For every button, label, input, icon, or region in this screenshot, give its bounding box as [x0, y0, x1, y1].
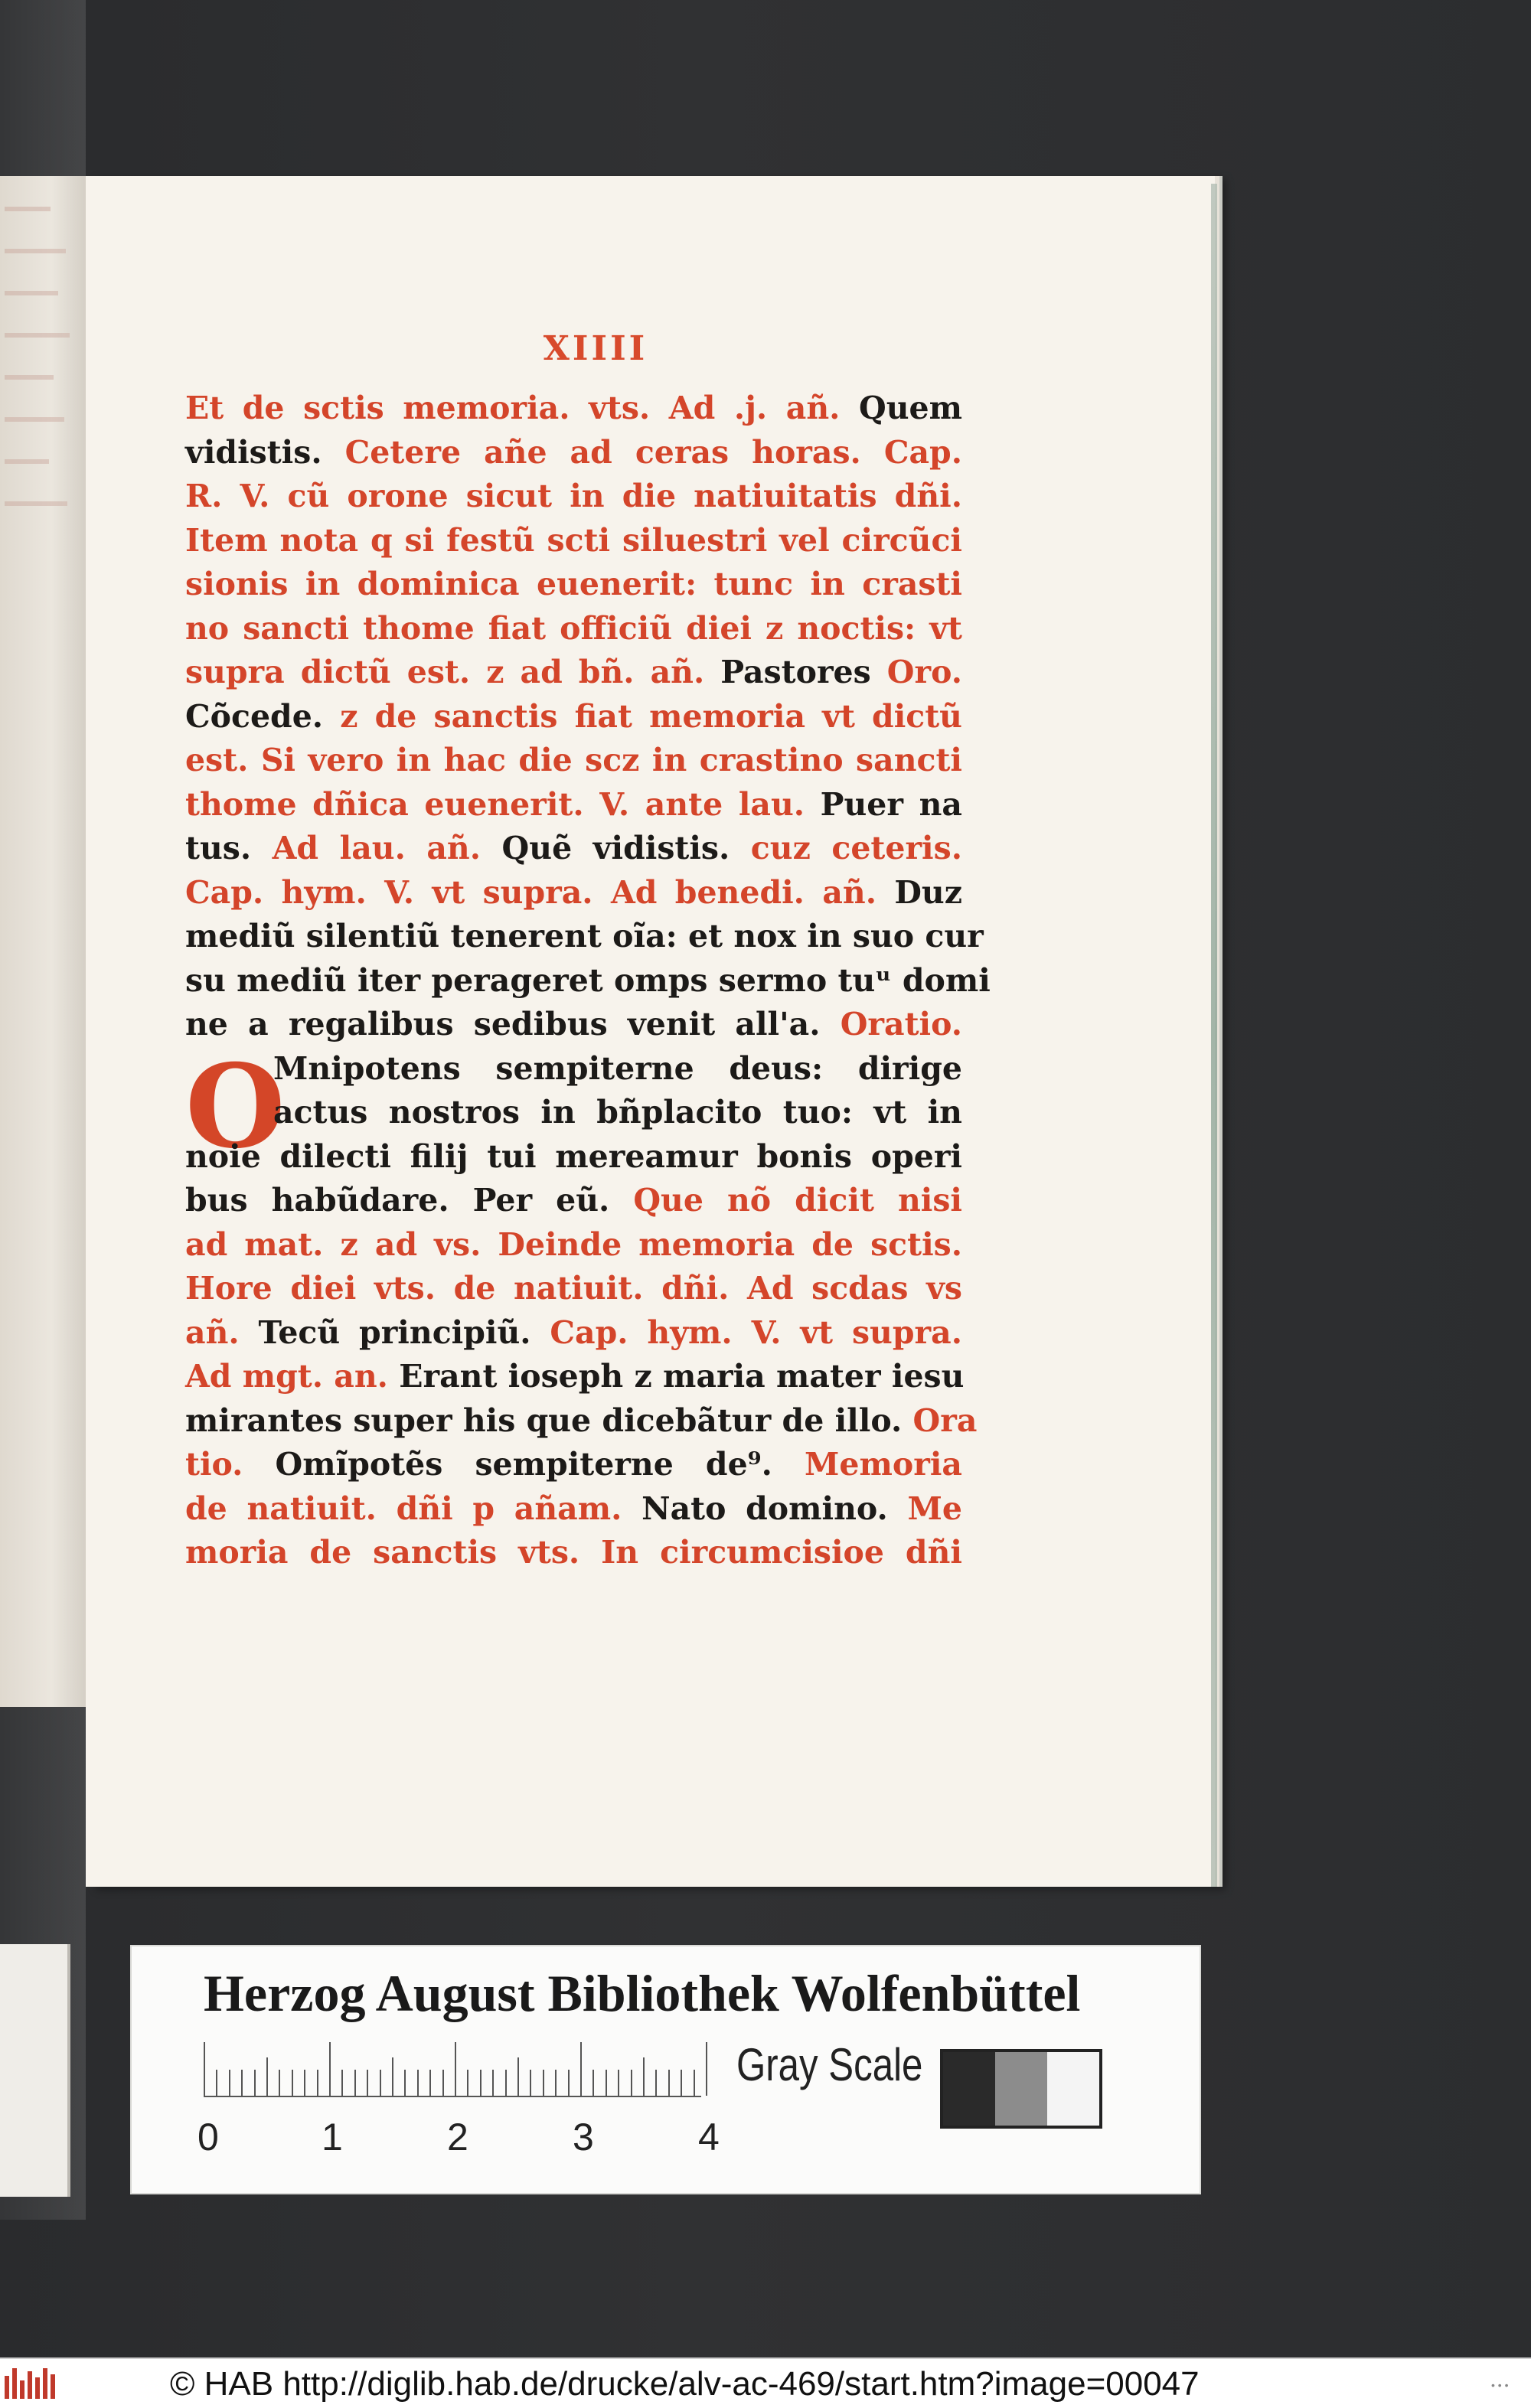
rubric-text: Item nota q si festũ scti siluestri vel circũci — [185, 521, 962, 559]
hab-logo-icon — [5, 2368, 60, 2399]
rubric-text: añ. — [185, 1313, 259, 1351]
body-text: tus. — [185, 830, 273, 866]
body-text: ne a regalibus sedibus venit all'a. — [185, 1006, 841, 1042]
ruler-tick — [341, 2070, 343, 2096]
ruler-tick — [631, 2070, 632, 2096]
rubric-text: de natiuit. dñi p añam. — [185, 1490, 642, 1527]
decorated-initial: O — [185, 1039, 286, 1174]
body-text: Omĩpotẽs sempiterne de⁹. — [275, 1446, 805, 1483]
ruler-tick — [618, 2070, 619, 2096]
rubric-text: z de sanctis fiat memoria vt dictũ — [340, 697, 962, 735]
ruler-tick — [505, 2070, 507, 2096]
text-line — [185, 475, 962, 519]
body-text: vidistis. — [185, 433, 345, 471]
rubric-text: supra dictũ est. z ad bñ. añ. — [185, 654, 721, 690]
ruler-tick — [304, 2070, 305, 2096]
text-line — [185, 1091, 962, 1135]
text-line — [185, 1399, 978, 1444]
rubric-text: Me — [907, 1490, 962, 1527]
ruler-tick — [467, 2070, 468, 2096]
page-edge — [1211, 184, 1217, 1887]
ruler-tick — [681, 2070, 682, 2096]
body-text: bus habũdare. Per eũ. — [185, 1182, 634, 1219]
rubric-text: Et de sctis memoria. vts. Ad .j. añ. — [185, 390, 841, 426]
text-line — [185, 1179, 962, 1223]
plastic-holder — [0, 0, 86, 2220]
text-line — [185, 1531, 962, 1575]
text-block — [185, 387, 991, 1575]
folio-number: XIIII — [543, 329, 648, 368]
ruler-tick — [354, 2070, 356, 2096]
ruler-tick — [592, 2070, 594, 2096]
text-line — [185, 1003, 962, 1047]
ruler-tick — [643, 2057, 645, 2096]
ruler-tick — [694, 2070, 695, 2096]
color-scale-card — [132, 1946, 1200, 2193]
rubric-text: Cap. hym. V. vt supra. — [550, 1313, 962, 1351]
body-text: Puer na — [820, 785, 962, 823]
ruler-tick — [404, 2070, 406, 2096]
body-text: Quem — [840, 390, 962, 426]
ruler-tick — [606, 2070, 607, 2096]
rubric-text: ad mat. z ad vs. Deinde memoria de sctis. — [185, 1225, 962, 1263]
ruler-number: 2 — [447, 2116, 468, 2158]
ruler-tick — [706, 2042, 707, 2096]
gray-scale-swatches — [940, 2049, 1102, 2129]
ruler-tick — [655, 2070, 657, 2096]
gray-swatch — [943, 2052, 995, 2126]
text-line — [185, 431, 962, 475]
rubric-text: Oro. — [886, 654, 962, 690]
text-line — [185, 607, 962, 651]
text-line — [185, 915, 984, 959]
rubric-text: tio. — [185, 1446, 276, 1483]
ruler-tick — [367, 2070, 368, 2096]
rubric-text: Cap. hym. V. vt supra. Ad benedi. añ. — [185, 873, 895, 911]
text-line — [185, 871, 962, 915]
ruler-number: 1 — [322, 2116, 343, 2158]
facing-scale-card — [0, 1944, 70, 2197]
ruler-tick — [492, 2070, 494, 2096]
text-line — [185, 1355, 965, 1399]
rubric-text: moria de sanctis vts. In circumcisioe dñi — [185, 1534, 962, 1571]
ruler-number: 0 — [197, 2116, 219, 2158]
ruler-tick — [292, 2070, 293, 2096]
rubric-text: Ad mgt. an. — [185, 1358, 400, 1395]
body-text: Erant ioseph z maria mater iesu — [399, 1358, 965, 1395]
rubric-text: Cetere añe ad ceras horas. Cap. — [344, 433, 962, 471]
ruler-tick — [429, 2070, 431, 2096]
text-line — [185, 783, 962, 827]
ruler-tick — [417, 2070, 419, 2096]
ruler-number: 3 — [573, 2116, 594, 2158]
library-title: Herzog August Bibliothek Wolfenbüttel — [204, 1964, 1081, 2022]
gray-scale-label: Gray Scale — [736, 2039, 923, 2090]
footer-bar — [0, 2357, 1531, 2408]
text-line — [185, 1267, 962, 1311]
ruler-tick — [530, 2070, 531, 2096]
ruler-tick — [555, 2070, 557, 2096]
rubric-text: R. V. cũ orone sicut in die natiuitatis dñi. — [185, 478, 962, 514]
ruler-tick — [229, 2070, 230, 2096]
text-line — [185, 1135, 962, 1180]
ruler-tick — [317, 2070, 318, 2096]
ruler-tick — [216, 2070, 217, 2096]
copyright-url[interactable]: © HAB http://diglib.hab.de/drucke/alv-ac-469/start.htm?image=00047 — [170, 2365, 1200, 2403]
text-line — [185, 1487, 962, 1532]
ruler-tick — [279, 2070, 280, 2096]
body-text: Quẽ vidistis. — [501, 830, 751, 866]
gray-swatch — [995, 2052, 1047, 2126]
body-text: Pastores — [720, 654, 887, 690]
body-text: Nato domino. — [641, 1490, 908, 1527]
text-line — [185, 1047, 962, 1091]
ruler-tick — [442, 2070, 444, 2096]
ruler-tick — [480, 2070, 481, 2096]
gray-swatch — [1047, 2052, 1099, 2126]
body-text: mirantes super his que dicebãtur de illo. — [185, 1401, 913, 1439]
ruler-tick — [254, 2070, 256, 2096]
rubric-text: cuz ceteris. — [750, 830, 962, 866]
text-line — [185, 651, 962, 695]
rubric-text: sionis in dominica euenerit: tunc in crasti — [185, 566, 962, 602]
text-line — [185, 695, 962, 739]
ruler-tick — [380, 2070, 381, 2096]
body-text: Cõcede. — [185, 697, 341, 735]
rubric-text: no sancti thome fiat officiũ diei z noctis: vt — [185, 609, 962, 647]
body-text: Mnipotens sempiterne deus: dirige — [273, 1049, 962, 1087]
ruler-tick — [543, 2070, 544, 2096]
ruler-tick — [568, 2070, 570, 2096]
text-line — [185, 1311, 962, 1356]
footer-dots: • • • — [1491, 2379, 1509, 2391]
rubric-text: Que nõ dicit nisi — [633, 1182, 962, 1219]
body-text: mediũ silentiũ tenerent oĩa: et nox in suo cur — [185, 918, 984, 954]
text-line — [185, 1443, 962, 1487]
text-line — [185, 827, 962, 871]
rubric-text: Hore diei vts. de natiuit. dñi. Ad scdas vs — [185, 1270, 962, 1307]
text-line — [185, 387, 962, 431]
rubric-text: Ora — [912, 1401, 978, 1439]
ruler-tick — [455, 2042, 456, 2096]
ruler-tick — [241, 2070, 243, 2096]
text-line — [185, 739, 962, 783]
text-line — [185, 959, 991, 1003]
text-line — [185, 1223, 962, 1268]
ruler-tick — [668, 2070, 670, 2096]
text-line — [185, 519, 962, 563]
rubric-text: Ad lau. añ. — [272, 830, 502, 866]
ruler-number: 4 — [698, 2116, 720, 2158]
ruler-tick — [517, 2057, 519, 2096]
ruler-tick — [580, 2042, 582, 2096]
body-text: Duz — [894, 873, 962, 911]
ruler-tick — [204, 2042, 205, 2096]
rubric-text: Oratio. — [840, 1006, 962, 1042]
ruler-tick — [392, 2057, 393, 2096]
body-text: noie dilecti filij tui mereamur bonis operi — [185, 1137, 962, 1175]
ruler-tick — [329, 2042, 331, 2096]
body-text: Tecũ principiũ. — [258, 1313, 550, 1351]
ruler-tick — [266, 2057, 268, 2096]
body-text: actus nostros in bñplacito tuo: vt in — [273, 1094, 962, 1131]
rubric-text: thome dñica euenerit. V. ante lau. — [185, 785, 821, 823]
rubric-text: est. Si vero in hac die scz in crastino sancti — [185, 742, 962, 778]
rubric-text: Memoria — [805, 1446, 962, 1483]
centimeter-ruler — [204, 2042, 701, 2097]
body-text: su mediũ iter perageret omps sermo tuᵘ domi — [185, 961, 991, 999]
text-line — [185, 563, 962, 607]
